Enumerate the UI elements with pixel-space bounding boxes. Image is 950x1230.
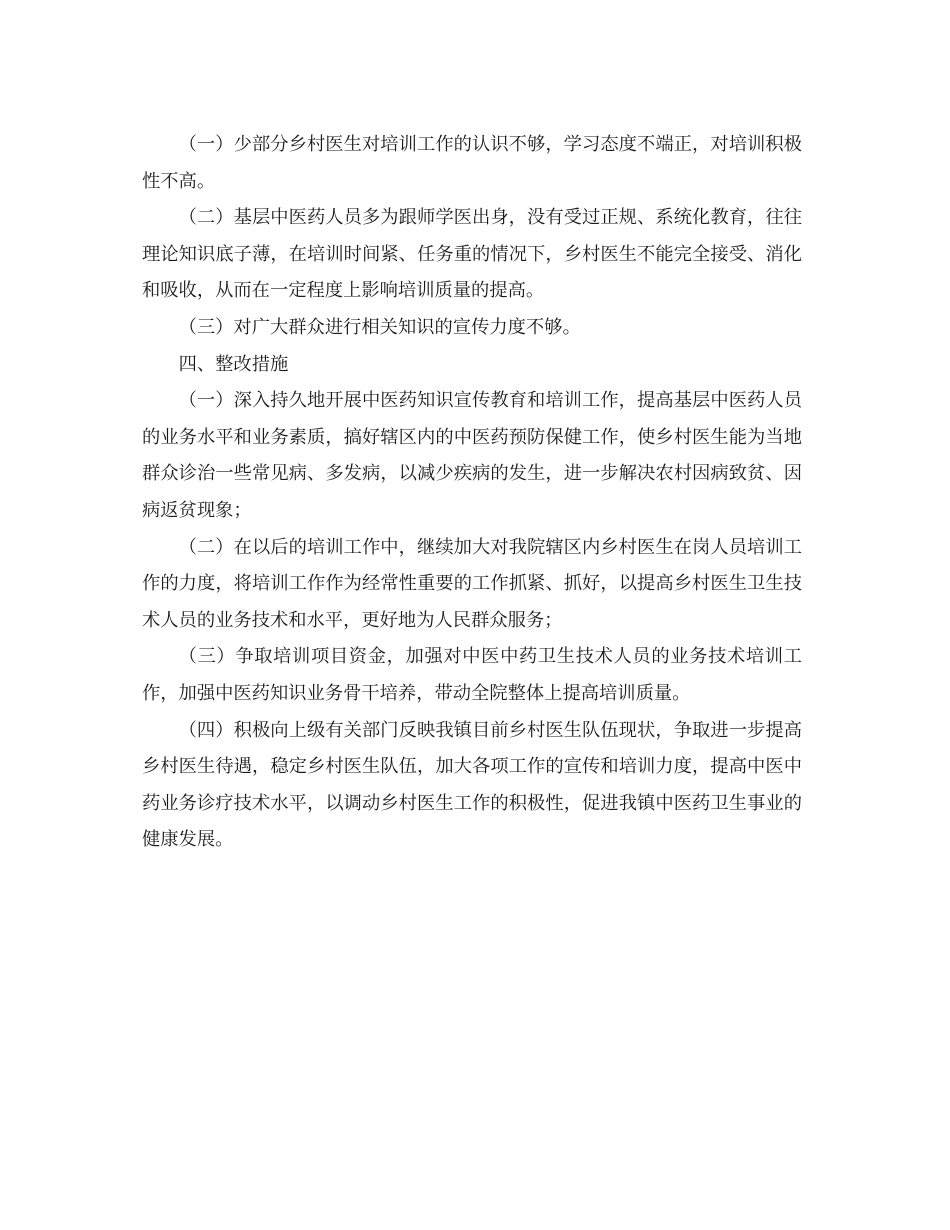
paragraph-problem-2: （二）基层中医药人员多为跟师学医出身，没有受过正规、系统化教育，往往理论知识底子薄，在培训时间紧、任务重的情况下，乡村医生不能完全接受、消化和吸收，从而在一定程度上影响培训质量的提高。 bbox=[142, 207, 802, 302]
paragraph-problem-1: （一）少部分乡村医生对培训工作的认识不够，学习态度不端正，对培训积极性不高。 bbox=[142, 134, 802, 192]
paragraph-measure-2: （二）在以后的培训工作中，继续加大对我院辖区内乡村医生在岗人员培训工作的力度，将培训工作作为经常性重要的工作抓紧、抓好，以提高乡村医生卫生技术人员的业务技术和水平，更好地为人民群众服务； bbox=[142, 536, 802, 631]
paragraph-measure-1: （一）深入持久地开展中医药知识宣传教育和培训工作，提高基层中医药人员的业务水平和业务素质，搞好辖区内的中医药预防保健工作，使乡村医生能为当地群众诊治一些常见病、多发病，以减少疾病的发生，进一步解决农村因病致贫、因病返贫现象； bbox=[142, 390, 802, 521]
paragraph-problem-3: （三）对广大群众进行相关知识的宣传力度不够。 bbox=[178, 316, 581, 338]
paragraph-measure-4: （四）积极向上级有关部门反映我镇目前乡村医生队伍现状，争取进一步提高乡村医生待遇，稳定乡村医生队伍，加大各项工作的宣传和培训力度，提高中医中药业务诊疗技术水平，以调动乡村医生工作的积极性，促进我镇中医药卫生事业的健康发展。 bbox=[142, 719, 802, 851]
document-body bbox=[142, 127, 802, 859]
paragraph-measure-3: （三）争取培训项目资金，加强对中医中药卫生技术人员的业务技术培训工作，加强中医药知识业务骨干培养，带动全院整体上提高培训质量。 bbox=[142, 646, 802, 704]
section-heading-rectification: 四、整改措施 bbox=[178, 353, 289, 375]
